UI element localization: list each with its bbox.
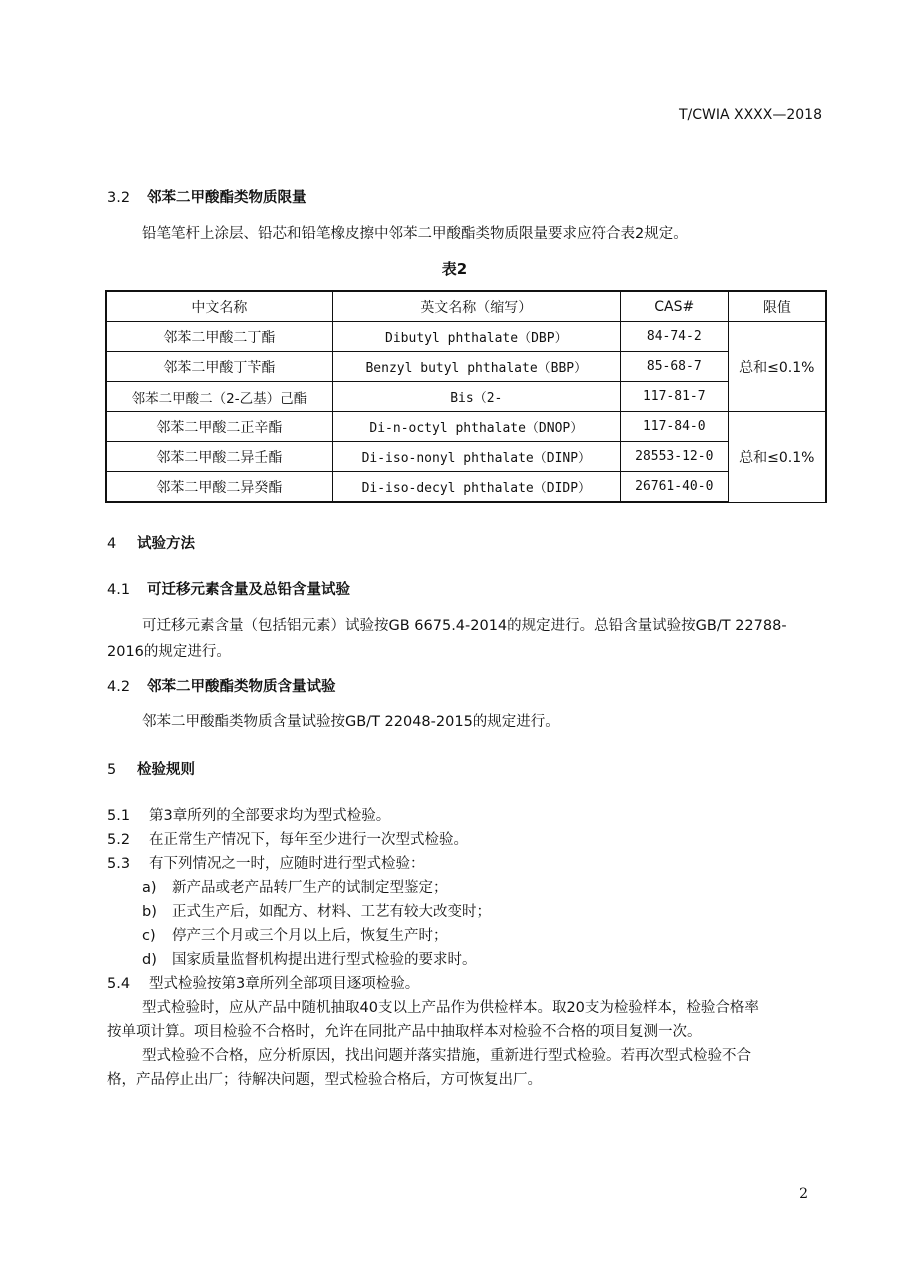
clause-text: 第3章所列的全部要求均为型式检验。: [149, 808, 391, 824]
column-header: 中文名称: [106, 291, 332, 322]
clause-text: 在正常生产情况下，每年至少进行一次型式检验。: [149, 832, 468, 848]
list-item: [142, 948, 477, 969]
cas-cell: 84-74-2: [620, 322, 728, 352]
column-header: 限值: [728, 291, 826, 322]
clause-5-4-p1-line1: 型式检验时，应从产品中随机抽取40支以上产品作为供检样本。取20支为检验样本，检验合格率: [142, 1000, 759, 1016]
section-number: 5: [107, 762, 117, 778]
clause-number: 5.1: [107, 808, 131, 824]
clause-5-4: [107, 972, 419, 993]
column-header: CAS#: [620, 291, 728, 322]
section-title: 检验规则: [137, 762, 195, 778]
limit-cell: 总和≤0.1%: [728, 322, 826, 412]
list-item: [142, 876, 448, 897]
cas-cell: 117-81-7: [620, 382, 728, 412]
cn-name-cell: 邻苯二甲酸二（2-乙基）己酯: [106, 382, 332, 412]
page-number: 2: [799, 1186, 808, 1202]
list-item: [142, 924, 448, 945]
section-4-1-body-line1: 可迁移元素含量（包括铝元素）试验按GB 6675.4-2014的规定进行。总铅含量试验按GB/T 22788-: [142, 618, 787, 634]
list-item: [142, 900, 491, 921]
section-3-2-body: 铅笔笔杆上涂层、铅芯和铅笔橡皮擦中邻苯二甲酸酯类物质限量要求应符合表2规定。: [142, 226, 688, 242]
section-title: 试验方法: [137, 536, 195, 552]
section-5-heading: [107, 758, 195, 779]
section-number: 4.1: [107, 582, 131, 598]
en-name-cell: Di-iso-nonyl phthalate（DINP）: [332, 442, 620, 472]
clause-5-2: [107, 828, 468, 849]
section-number: 4.2: [107, 679, 131, 695]
column-header: 英文名称（缩写）: [332, 291, 620, 322]
section-number: 4: [107, 536, 117, 552]
section-title: 邻苯二甲酸酯类物质限量: [147, 190, 307, 206]
cn-name-cell: 邻苯二甲酸二丁酯: [106, 322, 332, 352]
clause-number: 5.2: [107, 832, 131, 848]
limit-cell: 总和≤0.1%: [728, 412, 826, 503]
section-4-1-heading: [107, 578, 350, 599]
en-name-cell: Bis（2-: [332, 382, 620, 412]
standard-code: T/CWIA XXXX—2018: [678, 107, 822, 123]
clause-text: 型式检验按第3章所列全部项目逐项检验。: [149, 976, 420, 992]
section-4-heading: [107, 532, 195, 553]
cas-cell: 85-68-7: [620, 352, 728, 382]
list-marker: b): [142, 904, 157, 920]
clause-5-1: [107, 804, 390, 825]
cn-name-cell: 邻苯二甲酸丁苄酯: [106, 352, 332, 382]
list-text: 停产三个月或三个月以上后，恢复生产时；: [172, 928, 448, 944]
table-row: [106, 442, 826, 472]
section-3-2-heading: [107, 186, 307, 207]
table-row: [106, 322, 826, 352]
en-name-cell: Dibutyl phthalate（DBP）: [332, 322, 620, 352]
cn-name-cell: 邻苯二甲酸二异壬酯: [106, 442, 332, 472]
clause-5-4-p1-line2: 按单项计算。项目检验不合格时，允许在同批产品中抽取样本对检验不合格的项目复测一次。: [107, 1024, 702, 1040]
clause-number: 5.3: [107, 856, 131, 872]
list-marker: d): [142, 952, 157, 968]
cas-cell: 28553-12-0: [620, 442, 728, 472]
clause-5-4-p2-line1: 型式检验不合格，应分析原因，找出问题并落实措施，重新进行型式检验。若再次型式检验不合: [142, 1048, 751, 1064]
list-text: 新产品或老产品转厂生产的试制定型鉴定；: [172, 880, 448, 896]
cas-cell: 26761-40-0: [620, 472, 728, 503]
section-4-2-body: 邻苯二甲酸酯类物质含量试验按GB/T 22048-2015的规定进行。: [142, 714, 560, 730]
section-title: 邻苯二甲酸酯类物质含量试验: [147, 679, 336, 695]
en-name-cell: Di-iso-decyl phthalate（DIDP）: [332, 472, 620, 503]
table-row: [106, 412, 826, 442]
clause-5-3: [107, 852, 425, 873]
list-marker: a): [142, 880, 157, 896]
en-name-cell: Di-n-octyl phthalate（DNOP）: [332, 412, 620, 442]
cn-name-cell: 邻苯二甲酸二正辛酯: [106, 412, 332, 442]
en-name-cell: Benzyl butyl phthalate（BBP）: [332, 352, 620, 382]
table-row: [106, 352, 826, 382]
table-row: [106, 472, 826, 503]
clause-number: 5.4: [107, 976, 131, 992]
table-caption: 表2: [441, 260, 468, 278]
list-marker: c): [142, 928, 156, 944]
list-text: 国家质量监督机构提出进行型式检验的要求时。: [172, 952, 477, 968]
table-header-row: [106, 291, 826, 322]
section-title: 可迁移元素含量及总铅含量试验: [147, 582, 350, 598]
clause-text: 有下列情况之一时，应随时进行型式检验：: [149, 856, 425, 872]
phthalate-limit-table: [105, 290, 827, 503]
section-4-1-body-line2: 2016的规定进行。: [107, 644, 231, 660]
clause-5-4-p2-line2: 格，产品停止出厂；待解决问题，型式检验合格后，方可恢复出厂。: [107, 1072, 542, 1088]
table-row: [106, 382, 826, 412]
section-4-2-heading: [107, 675, 336, 696]
list-text: 正式生产后，如配方、材料、工艺有较大改变时；: [172, 904, 491, 920]
cas-cell: 117-84-0: [620, 412, 728, 442]
section-number: 3.2: [107, 190, 131, 206]
cn-name-cell: 邻苯二甲酸二异癸酯: [106, 472, 332, 503]
